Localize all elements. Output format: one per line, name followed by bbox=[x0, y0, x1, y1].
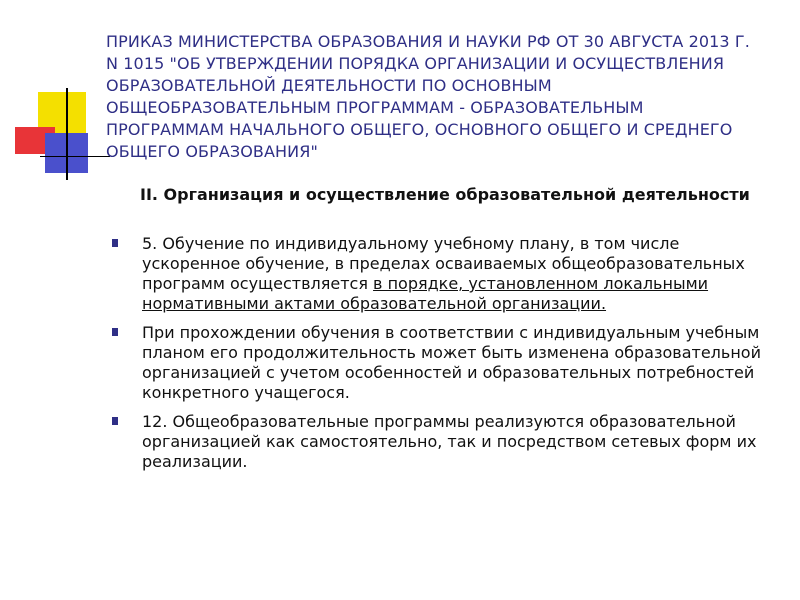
item-text: При прохождении обучения в соответствии с индивидуальным учебным планом его продолжительность может быть изменена образовательной организацией с учетом особенностей и образовательных потребностей конкретного учащегося. bbox=[142, 323, 761, 402]
square-bullet-icon bbox=[112, 417, 118, 425]
square-bullet-icon bbox=[112, 239, 118, 247]
item-text-plain: 5. Обучение по индивидуальному учебному плану, в том числе ускоренное обучение, в пределах осваиваемых общеобразовательных программ осуществляется bbox=[142, 234, 745, 293]
bullet-list bbox=[108, 234, 778, 481]
item-text-underlined: в порядке, установленном локальными нормативными актами образовательной организации. bbox=[142, 274, 709, 313]
list-item bbox=[108, 234, 778, 314]
list-item bbox=[108, 323, 778, 403]
slide-title: ПРИКАЗ МИНИСТЕРСТВА ОБРАЗОВАНИЯ И НАУКИ РФ ОТ 30 АВГУСТА 2013 Г. N 1015 "ОБ УТВЕРЖДЕНИИ ПОРЯДКА ОРГАНИЗАЦИИ И ОСУЩЕСТВЛЕНИЯ ОБРАЗОВАТЕЛЬНОЙ ДЕЯТЕЛЬНОСТИ ПО ОСНОВНЫМ ОБЩЕОБРАЗОВАТЕЛЬНЫМ ПРОГРАММАМ - ОБРАЗОВАТЕЛЬНЫМ ПРОГРАММАМ НАЧАЛЬНОГО ОБЩЕГО, ОСНОВНОГО ОБЩЕГО И СРЕДНЕГО ОБЩЕГО ОБРАЗОВАНИЯ" bbox=[106, 32, 750, 161]
decor-horizontal-line bbox=[40, 156, 110, 157]
section-heading: II. Организация и осуществление образовательной деятельности bbox=[140, 185, 750, 204]
square-bullet-icon bbox=[112, 328, 118, 336]
decor-vertical-line bbox=[66, 88, 68, 180]
item-text: 12. Общеобразовательные программы реализуются образовательной организацией как самостоятельно, так и посредством сетевых форм их реализации. bbox=[142, 412, 757, 471]
item-text bbox=[142, 234, 778, 314]
list-item bbox=[108, 412, 778, 472]
